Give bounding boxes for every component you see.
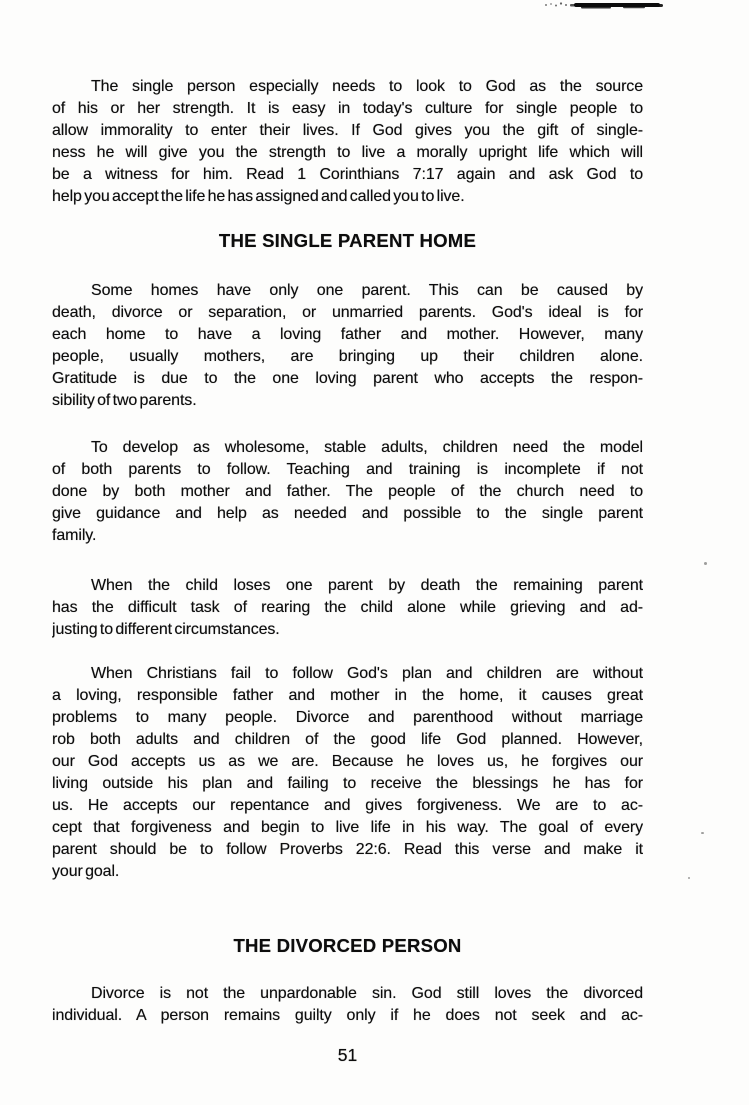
scan-speck <box>688 877 690 879</box>
text-line: be a witness for him. Read 1 Corinthians 7:17 again and ask God to <box>52 166 643 183</box>
text-line: When the child loses one parent by death the remaining parent <box>91 577 643 594</box>
text-line: cept that forgiveness and begin to live life in his way. The goal of every <box>52 819 643 836</box>
text-line: of his or her strength. It is easy in today's culture for single people to <box>52 100 643 117</box>
text-line: Some homes have only one parent. This can be caused by <box>91 282 643 299</box>
text-line: parent should be to follow Proverbs 22:6. Read this verse and make it <box>52 841 643 858</box>
paragraph-single-person-strength <box>52 76 643 208</box>
paragraph-child-loses-parent <box>52 575 643 641</box>
text-line: us. He accepts our repentance and gives forgiveness. We are to ac- <box>52 797 643 814</box>
scan-speck <box>704 562 707 565</box>
text-line: has the difficult task of rearing the child alone while grieving and ad- <box>52 599 643 616</box>
text-line: each home to have a loving father and mother. However, many <box>52 326 643 343</box>
text-line: individual. A person remains guilty only if he does not seek and ac- <box>52 1007 643 1024</box>
text-line: people, usually mothers, are bringing up their children alone. <box>52 348 643 365</box>
text-line: Divorce is not the unpardonable sin. God still loves the divorced <box>91 985 643 1002</box>
text-line: a loving, responsible father and mother in the home, it causes great <box>52 687 643 704</box>
paragraph-divorce-not-unpardonable <box>52 983 643 1027</box>
text-line: help you accept the life he has assigned and called you to live. <box>52 188 465 205</box>
text-line: living outside his plan and failing to receive the blessings he has for <box>52 775 643 792</box>
text-line: problems to many people. Divorce and parenthood without marriage <box>52 709 643 726</box>
text-line: justing to different circumstances. <box>52 621 280 638</box>
text-line: When Christians fail to follow God's plan and children are without <box>91 665 643 682</box>
text-line: ness he will give you the strength to live a morally upright life which will <box>52 144 643 161</box>
text-line: sibility of two parents. <box>52 392 197 409</box>
text-line: your goal. <box>52 863 120 880</box>
text-line: allow immorality to enter their lives. If God gives you the gift of single- <box>52 122 643 139</box>
text-line: rob both adults and children of the good life God planned. However, <box>52 731 643 748</box>
text-line: death, divorce or separation, or unmarried parents. God's ideal is for <box>52 304 643 321</box>
heading-single-parent-home: THE SINGLE PARENT HOME <box>218 230 477 251</box>
paragraph-some-homes-one-parent <box>52 280 643 412</box>
text-line: give guidance and help as needed and possible to the single parent <box>52 505 643 522</box>
text-line: of both parents to follow. Teaching and training is incomplete if not <box>52 461 643 478</box>
heading-divorced-person: THE DIVORCED PERSON <box>233 935 462 956</box>
text-line: To develop as wholesome, stable adults, children need the model <box>91 439 643 456</box>
text-line: done by both mother and father. The people of the church need to <box>52 483 643 500</box>
text-line: The single person especially needs to look to God as the source <box>91 78 643 95</box>
paragraph-christians-fail-gods-plan <box>52 663 643 883</box>
paragraph-develop-wholesome-adults <box>52 437 643 547</box>
scan-speck <box>701 832 704 834</box>
scan-artifact-smudge <box>543 0 668 14</box>
text-line: our God accepts us as we are. Because he loves us, he forgives our <box>52 753 643 770</box>
text-line: Gratitude is due to the one loving parent who accepts the respon- <box>52 370 643 387</box>
text-line: family. <box>52 527 97 544</box>
page-number: 51 <box>337 1045 358 1065</box>
